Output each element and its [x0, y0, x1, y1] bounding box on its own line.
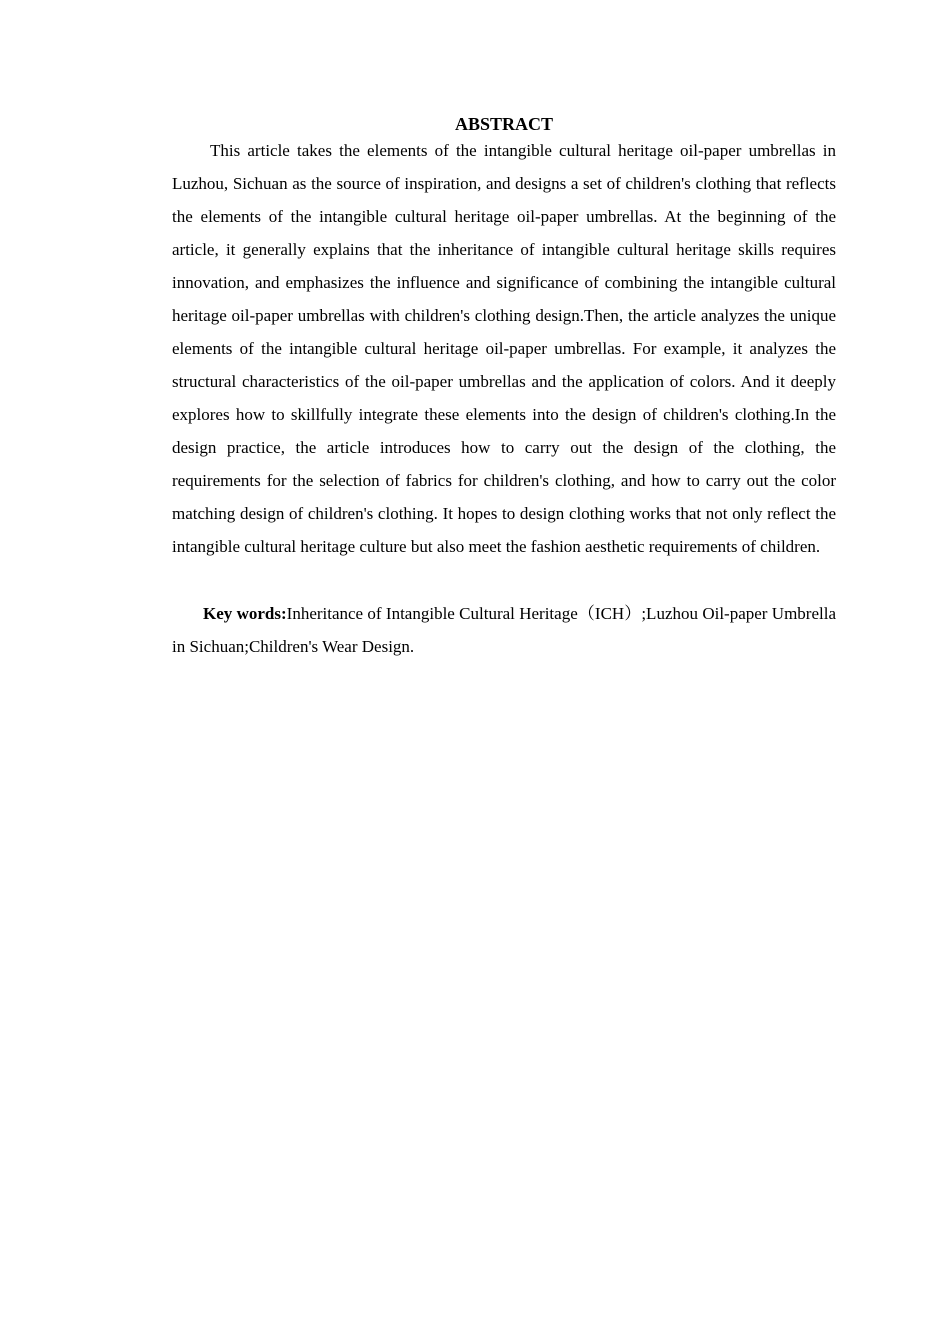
keywords-label: Key words: — [203, 604, 287, 623]
abstract-section — [172, 112, 836, 663]
abstract-paragraph: This article takes the elements of the intangible cultural heritage oil-paper umbrellas in Luzhou, Sichuan as the source of inspiration, and designs a set of children's clothing that reflects the elements of the intangible cultural heritage oil-paper umbrellas. At the beginning of the article, it generally explains that the inheritance of intangible cultural heritage skills requires innovation, and emphasizes the influence and significance of combining the intangible cultural heritage oil-paper umbrellas with children's clothing design.Then, the article analyzes the unique elements of the intangible cultural heritage oil-paper umbrellas. For example, it analyzes the structural characteristics of the oil-paper umbrellas and the application of colors. And it deeply explores how to skillfully integrate these elements into the design of children's clothing.In the design practice, the article introduces how to carry out the design of the clothing, the requirements for the selection of fabrics for children's clothing, and how to carry out the color matching design of children's clothing. It hopes to design clothing works that not only reflect the intangible cultural heritage culture but also meet the fashion aesthetic requirements of children. — [172, 141, 836, 556]
keywords-paragraph — [172, 597, 836, 663]
abstract-heading: ABSTRACT — [454, 114, 554, 134]
keywords-text: Inheritance of Intangible Cultural Heritage（ICH）;Luzhou Oil-paper Umbrella in Sichuan;Children's Wear Design. — [172, 604, 836, 656]
